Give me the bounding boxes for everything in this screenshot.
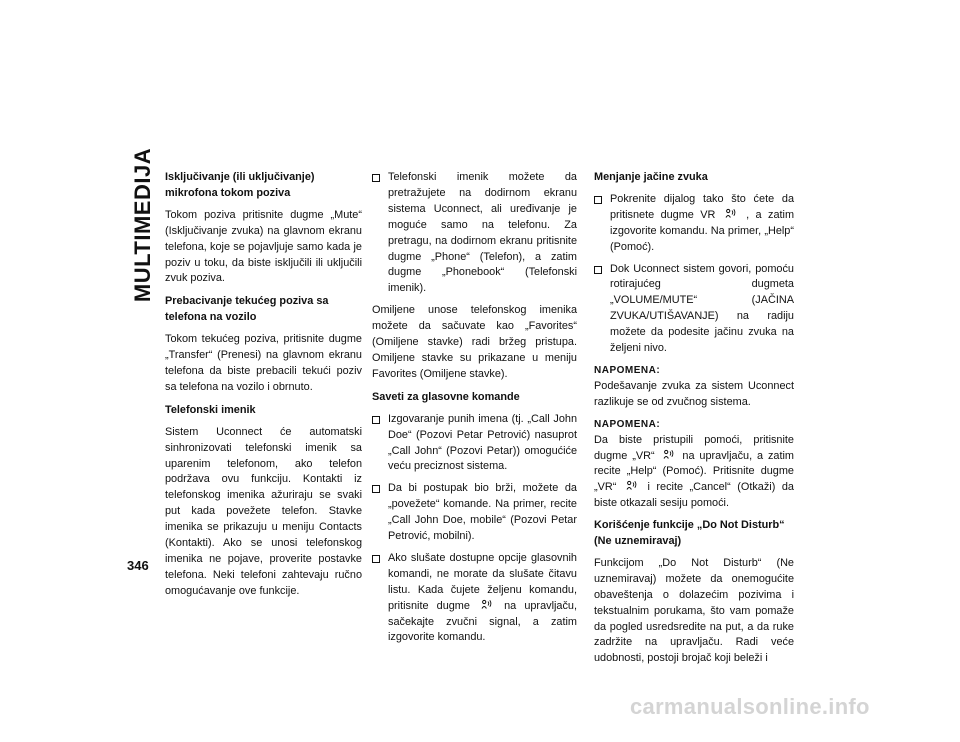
paragraph-phonebook: Sistem Uconnect će automatski sinhronizovati telefonski imenik sa uparenim telefonom, ako telefon podržava ovu funkciju. Kontakti iz telefonskog imenika ažuriraju se svaki put kada povežete telefon. Stavke imenika se prikazuju u meniju Contacts (Kontakti). Ako se unosi telefonskog imenika ne pojave, proverite postavke telefona. Neki telefoni zahtevaju ručno omogućavanje ove funkcije. — [165, 425, 362, 597]
bullet-text: Izgovaranje punih imena (tj. „Call John Doe“ (Pozovi Petar Petrović) nasuprot „Call John“ (Pozovi Petar)) omogućiće veću preciznost sistema. — [388, 412, 577, 473]
voice-recognition-icon — [725, 208, 737, 220]
bullet-start-dialog — [594, 192, 794, 256]
watermark: carmanualsonline.info — [630, 694, 870, 719]
note-text-2 — [594, 433, 794, 513]
heading-volume: Menjanje jačine zvuka — [594, 171, 708, 183]
bullet-text: Da bi postupak bio brži, možete da „povežete“ komande. Na primer, recite „Call John Doe, mobile“ (Pozovi Petar Petrović, mobilni). — [388, 482, 577, 543]
column-3 — [594, 170, 794, 674]
paragraph-mute: Tokom poziva pritisnite dugme „Mute“ (Isključivanje zvuka) na glavnom ekranu telefona, koje se pojavljuje samo kada je poziv u toku, da biste isključili ili uključili zvuk poziva. — [165, 208, 362, 285]
note-text-2a: Da biste pristupili pomoći, pritisnite dugme „VR“ — [594, 433, 794, 462]
column-2 — [372, 170, 577, 652]
bullet-phonebook-search — [372, 170, 577, 297]
voice-recognition-icon — [663, 449, 675, 461]
note-text-1: Podešavanje zvuka za sistem Uconnect razlikuje se od zvučnog sistema. — [594, 379, 794, 408]
bullet-text-b: na upravljaču, sačekajte zvučni signal, a zatim izgovorite komandu. — [388, 599, 577, 644]
bullet-text: Dok Uconnect sistem govori, pomoću rotirajućeg dugmeta „VOLUME/MUTE“ (JAČINA ZVUKA/UTIŠAVANJE) na radiju možete da podesite jačinu zvuka na željeni nivo. — [610, 262, 794, 355]
note-label-1: NAPOMENA: — [594, 364, 661, 376]
heading-do-not-disturb: Korišćenje funkcije „Do Not Disturb“ (Ne uznemiravaj) — [594, 519, 785, 548]
bullet-box-icon — [372, 174, 380, 182]
bullet-full-names — [372, 412, 577, 476]
bullet-box-icon — [594, 266, 602, 274]
voice-recognition-icon — [626, 480, 638, 492]
page-number: 346 — [127, 558, 149, 573]
paragraph-transfer: Tokom tekućeg poziva, pritisnite dugme „Transfer“ (Prenesi) na glavnom ekranu telefona da biste prebacili tekući poziv sa telefona na vozilo i obrnuto. — [165, 333, 362, 393]
bullet-skip-list — [372, 551, 577, 646]
paragraph-do-not-disturb: Funkcijom „Do Not Disturb“ (Ne uznemiravaj) možete da onemogućite obaveštenja o dolazećim pozivima i tekstualnim porukama, što vam pomaže da pogled usredsredite na put, a da ruke zadržite na upravljaču. Radi veće udobnosti, postoji brojač koji beleži i — [594, 556, 794, 665]
bullet-text-b: , a zatim izgovorite komandu. Na primer, „Help“ (Pomoć). — [610, 208, 795, 253]
bullet-box-icon — [372, 555, 380, 563]
bullet-volume-knob — [594, 262, 794, 357]
bullet-box-icon — [372, 485, 380, 493]
heading-phonebook: Telefonski imenik — [165, 403, 256, 416]
section-side-tab-label: MULTIMEDIJA — [130, 147, 155, 303]
heading-voice-tips: Saveti za glasovne komande — [372, 390, 520, 403]
voice-recognition-icon — [481, 599, 493, 611]
bullet-chain-commands — [372, 481, 577, 545]
heading-transfer: Prebacivanje tekućeg poziva sa telefona na vozilo — [165, 295, 329, 324]
bullet-box-icon — [372, 416, 380, 424]
note-label-2: NAPOMENA: — [594, 418, 661, 430]
note-text-2c: i recite „Cancel“ (Otkaži) da biste otkazali sesiju pomoći. — [594, 481, 794, 510]
note-text-2b: na upravljaču, a zatim recite „Help“ (Pomoć). Pritisnite dugme „VR“ — [594, 449, 794, 494]
column-1 — [165, 170, 362, 607]
section-side-tab — [126, 147, 160, 303]
bullet-text: Telefonski imenik možete da pretražujete na dodirnom ekranu sistema Uconnect, ali uređivanje je moguće samo na telefonu. Za pretragu, na dodirnom ekranu pritisnite dugme „Phone“ (Telefon), a zatim dugme „Phonebook“ (Telefonski imenik). — [388, 171, 577, 295]
bullet-text-a: Ako slušate dostupne opcije glasovnih komandi, ne morate da slušate čitavu listu. Kada čujete željenu komandu, pritisnite dugme — [388, 551, 577, 612]
bullet-box-icon — [594, 196, 602, 204]
heading-mute: Isključivanje (ili uključivanje) mikrofona tokom poziva — [165, 171, 315, 199]
bullet-text-a: Pokrenite dijalog tako što ćete da pritisnete dugme VR — [610, 192, 794, 221]
paragraph-favorites: Omiljene unose telefonskog imenika možete da sačuvate kao „Favorites“ (Omiljene stavke) radi bržeg pristupa. Omiljene stavke su prikazane u meniju Favorites (Omiljene stavke). — [372, 304, 577, 380]
